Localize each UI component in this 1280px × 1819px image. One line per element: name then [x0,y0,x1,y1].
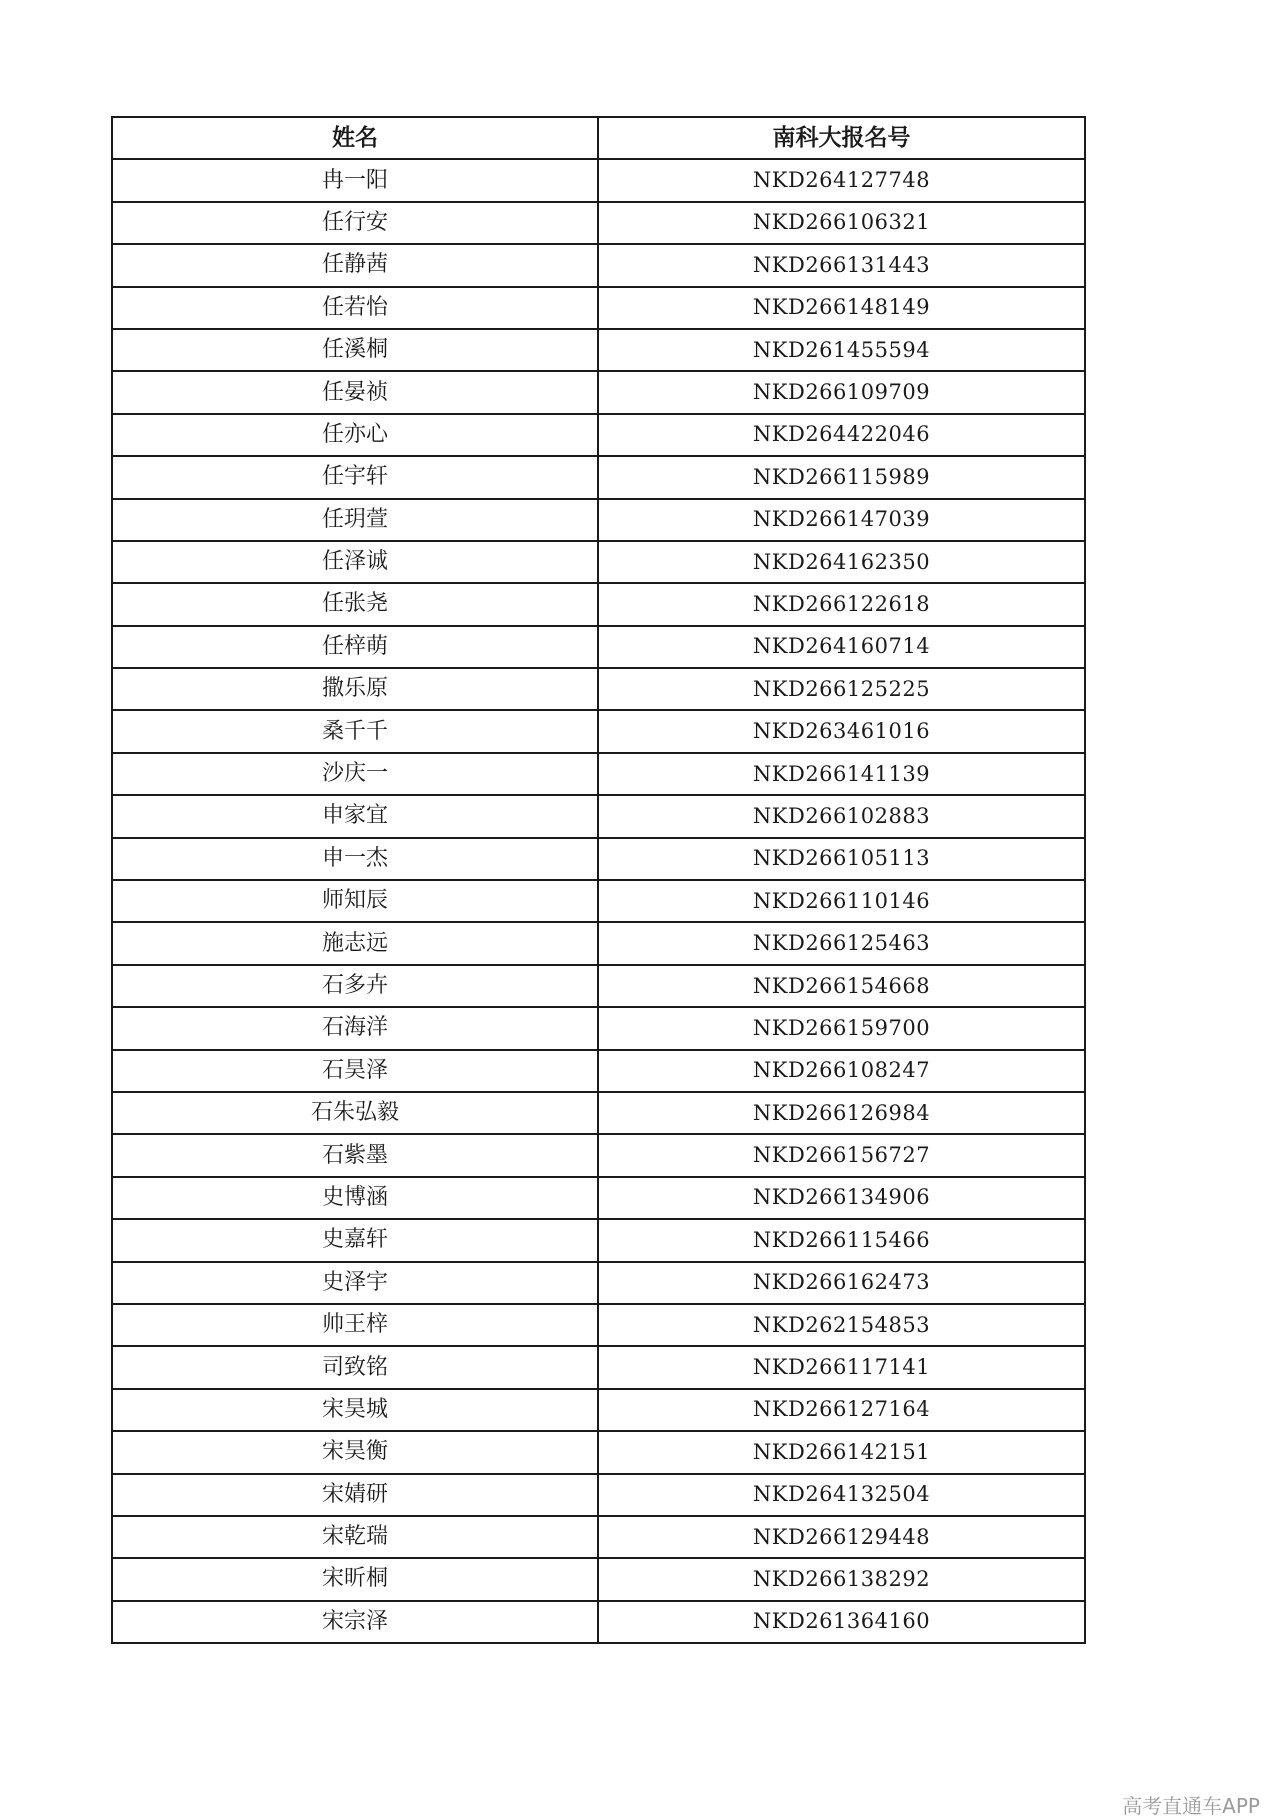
table-row [112,710,1085,752]
table-row [112,1558,1085,1600]
student-name-cell: 石海洋 [112,1007,598,1049]
student-name-cell: 史博涵 [112,1177,598,1219]
registration-number-cell: NKD266125225 [598,668,1085,710]
student-name-cell: 宋乾瑞 [112,1516,598,1558]
table-row [112,202,1085,244]
student-name-cell: 沙庆一 [112,753,598,795]
registration-number-cell: NKD266110146 [598,880,1085,922]
student-name-cell: 桑千千 [112,710,598,752]
student-name-cell: 申家宜 [112,795,598,837]
table-row [112,1092,1085,1134]
registration-number-cell: NKD266138292 [598,1558,1085,1600]
student-name-cell: 冉一阳 [112,159,598,201]
student-name-cell: 宋昊衡 [112,1431,598,1473]
table-row [112,1304,1085,1346]
table-row [112,414,1085,456]
table-row [112,668,1085,710]
registration-number-cell: NKD266115466 [598,1219,1085,1261]
student-name-cell: 史泽宇 [112,1262,598,1304]
table-row [112,626,1085,668]
registration-number-cell: NKD264422046 [598,414,1085,456]
registration-number-cell: NKD266122618 [598,583,1085,625]
registration-number-cell: NKD266148149 [598,287,1085,329]
table-row [112,922,1085,964]
registration-number-cell: NKD261364160 [598,1601,1085,1643]
registration-number-cell: NKD262154853 [598,1304,1085,1346]
student-name-cell: 任张尧 [112,583,598,625]
student-name-cell: 宋婧研 [112,1474,598,1516]
column-header-name: 姓名 [112,117,598,159]
student-name-cell: 施志远 [112,922,598,964]
registration-number-cell: NKD264127748 [598,159,1085,201]
table-row [112,838,1085,880]
registration-number-cell: NKD266127164 [598,1389,1085,1431]
student-name-cell: 石朱弘毅 [112,1092,598,1134]
student-name-cell: 任亦心 [112,414,598,456]
table-row [112,1516,1085,1558]
student-name-cell: 任若怡 [112,287,598,329]
table-row [112,795,1085,837]
table-row [112,1346,1085,1388]
table-row [112,1219,1085,1261]
table-row [112,965,1085,1007]
registration-number-cell: NKD266102883 [598,795,1085,837]
table-row [112,1134,1085,1176]
table-row [112,499,1085,541]
table-header [112,117,1085,159]
table-row [112,456,1085,498]
student-name-cell: 申一杰 [112,838,598,880]
student-name-cell: 任行安 [112,202,598,244]
student-name-cell: 任晏祯 [112,371,598,413]
student-name-cell: 史嘉轩 [112,1219,598,1261]
registration-number-cell: NKD263461016 [598,710,1085,752]
watermark: 高考直通车APP [1122,1794,1260,1818]
registration-number-cell: NKD266115989 [598,456,1085,498]
registration-number-cell: NKD261455594 [598,329,1085,371]
table-row [112,1262,1085,1304]
student-name-cell: 任静茜 [112,244,598,286]
student-name-cell: 司致铭 [112,1346,598,1388]
registration-number-cell: NKD266125463 [598,922,1085,964]
table-row [112,287,1085,329]
registration-number-cell: NKD264160714 [598,626,1085,668]
header-row [112,117,1085,159]
table-row [112,244,1085,286]
table-row [112,1177,1085,1219]
student-name-cell: 任泽诚 [112,541,598,583]
student-name-cell: 石昊泽 [112,1050,598,1092]
table-row [112,541,1085,583]
registration-number-cell: NKD264132504 [598,1474,1085,1516]
student-name-cell: 师知辰 [112,880,598,922]
student-name-cell: 石紫墨 [112,1134,598,1176]
registration-number-cell: NKD266109709 [598,371,1085,413]
table-row [112,159,1085,201]
registration-number-cell: NKD266117141 [598,1346,1085,1388]
table-row [112,880,1085,922]
registration-number-cell: NKD266131443 [598,244,1085,286]
registration-number-cell: NKD266141139 [598,753,1085,795]
registration-number-cell: NKD266154668 [598,965,1085,1007]
registration-number-cell: NKD264162350 [598,541,1085,583]
registration-number-cell: NKD266142151 [598,1431,1085,1473]
column-header-registration-number: 南科大报名号 [598,117,1085,159]
registration-number-cell: NKD266134906 [598,1177,1085,1219]
registration-number-cell: NKD266162473 [598,1262,1085,1304]
table-row [112,1050,1085,1092]
table-row [112,1389,1085,1431]
table-row [112,1601,1085,1643]
student-name-cell: 宋昕桐 [112,1558,598,1600]
registration-number-cell: NKD266105113 [598,838,1085,880]
registration-number-cell: NKD266147039 [598,499,1085,541]
table-row [112,1007,1085,1049]
student-name-cell: 帅王梓 [112,1304,598,1346]
registration-number-cell: NKD266129448 [598,1516,1085,1558]
student-name-cell: 任溪桐 [112,329,598,371]
student-name-cell: 石多卉 [112,965,598,1007]
registration-number-cell: NKD266156727 [598,1134,1085,1176]
registration-number-cell: NKD266106321 [598,202,1085,244]
student-name-cell: 任玥萱 [112,499,598,541]
table-row [112,371,1085,413]
table-row [112,753,1085,795]
table-row [112,329,1085,371]
student-name-cell: 宋昊城 [112,1389,598,1431]
registration-number-cell: NKD266159700 [598,1007,1085,1049]
table-row [112,1474,1085,1516]
student-name-cell: 任宇轩 [112,456,598,498]
student-name-cell: 任梓萌 [112,626,598,668]
registration-number-cell: NKD266108247 [598,1050,1085,1092]
student-name-cell: 撒乐原 [112,668,598,710]
table-body [112,159,1085,1643]
table-row [112,583,1085,625]
student-name-cell: 宋宗泽 [112,1601,598,1643]
registration-number-cell: NKD266126984 [598,1092,1085,1134]
table-row [112,1431,1085,1473]
admission-roster-table [111,116,1086,1644]
